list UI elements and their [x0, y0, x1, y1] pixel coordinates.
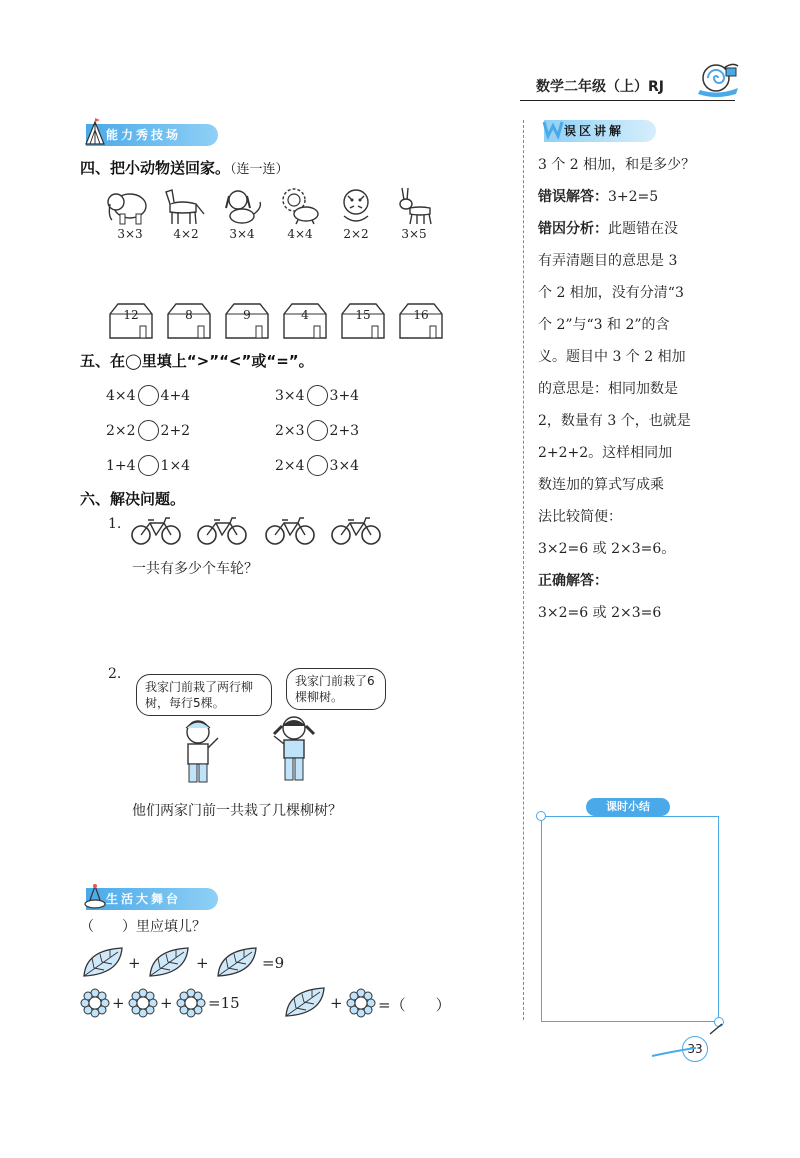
- house: [338, 300, 388, 340]
- problem-1-question: 一共有多少个车轮？: [132, 561, 258, 577]
- book-title: 数学二年级（上）RJ: [536, 79, 664, 95]
- house: [396, 300, 446, 340]
- donkey-icon: [392, 186, 436, 226]
- house: [222, 300, 272, 340]
- sidebar-line: 的意思是：相同加数是: [538, 381, 678, 397]
- house: [280, 300, 330, 340]
- equation-result: =9: [262, 954, 285, 972]
- horse-icon: [162, 186, 206, 226]
- bicycle-icon: [264, 516, 316, 546]
- page-number: 33: [682, 1036, 708, 1062]
- problem-2-number: 2.: [108, 666, 122, 682]
- tent-icon: [84, 118, 106, 146]
- sidebar-line: 错因分析：此题错在没: [538, 221, 678, 237]
- sidebar-line: 错误解答：3+2=5: [538, 189, 659, 205]
- w-logo-icon: [542, 114, 564, 142]
- house-number: 4: [301, 308, 309, 322]
- bicycle-icon: [130, 516, 182, 546]
- sidebar-line: 义。题目中 3 个 2 相加: [538, 349, 686, 365]
- answer-circle[interactable]: [307, 385, 328, 406]
- answer-circle[interactable]: [138, 455, 159, 476]
- boy-icon: [174, 716, 224, 786]
- compare-item: 2×4 3×4: [275, 455, 359, 476]
- sidebar-line: 个 2 相加，没有分清“3: [538, 285, 684, 301]
- sidebar-banner: 误区讲解: [544, 120, 656, 142]
- animal-expr: 3×5: [401, 227, 427, 241]
- plus-sign: +: [160, 994, 173, 1012]
- flower-icon: [346, 988, 376, 1018]
- problem-1-number: 1.: [108, 516, 122, 532]
- section-banner-life: 生活大舞台: [86, 888, 218, 910]
- compare-item: 2×3 2+3: [275, 420, 359, 441]
- answer-circle[interactable]: [307, 420, 328, 441]
- leaf-icon: [214, 944, 260, 980]
- flower-icon: [128, 988, 158, 1018]
- leaf-icon: [80, 944, 126, 980]
- house-number: 8: [185, 308, 193, 322]
- question-5-title: 五、在◯里填上“>”“<”或“=”。: [80, 352, 314, 370]
- sidebar-line: 3 个 2 相加，和是多少？: [538, 157, 696, 173]
- tiger-icon: [334, 186, 378, 226]
- speech-bubble-girl: 我家门前栽了6棵柳树。: [286, 668, 386, 710]
- lion-icon: [278, 186, 322, 226]
- answer-circle[interactable]: [138, 420, 159, 441]
- girl-icon: [266, 712, 322, 786]
- flower-icon: [80, 988, 110, 1018]
- life-question: （ ）里应填儿？: [80, 919, 206, 935]
- compare-item: 3×4 3+4: [275, 385, 359, 406]
- animal-expr: 4×2: [173, 227, 199, 241]
- answer-circle[interactable]: [138, 385, 159, 406]
- house: [106, 300, 156, 340]
- stage-icon: [84, 882, 106, 910]
- animal-expr: 3×4: [229, 227, 255, 241]
- sidebar-line: 数连加的算式写成乘: [538, 477, 664, 493]
- snail-logo-icon: [694, 56, 742, 100]
- header-divider: [520, 100, 735, 101]
- sidebar-line: 3×2=6 或 2×3=6: [538, 605, 662, 621]
- equation-result: =15: [208, 994, 240, 1012]
- sidebar-divider: [523, 120, 524, 1020]
- answer-circle[interactable]: [307, 455, 328, 476]
- sidebar-line: 有弄清题目的意思是 3: [538, 253, 678, 269]
- summary-title: 课时小结: [586, 798, 670, 816]
- flower-icon: [176, 988, 206, 1018]
- elephant-icon: [106, 186, 150, 226]
- animal-expr: 4×4: [287, 227, 313, 241]
- house-number: 12: [123, 308, 139, 322]
- section-banner-ability: 能力秀技场: [86, 124, 218, 146]
- sidebar-line: 个 2”与“3 和 2”的含: [538, 317, 670, 333]
- page-swoosh-icon: [650, 1020, 730, 1060]
- plus-sign: +: [128, 954, 141, 972]
- compare-item: 4×4 4+4: [106, 385, 190, 406]
- answer-blank[interactable]: =（ ）: [378, 996, 451, 1014]
- question-6-title: 六、解决问题。: [80, 490, 186, 508]
- problem-2-question: 他们两家门前一共栽了几棵柳树？: [132, 803, 342, 819]
- leaf-icon: [146, 944, 192, 980]
- leaf-icon: [282, 984, 328, 1020]
- sidebar-line: 2+2+2。这样相同加: [538, 445, 673, 461]
- sidebar-explanation: [538, 149, 728, 629]
- bicycle-icon: [196, 516, 248, 546]
- sidebar-line: 正确解答：: [538, 573, 608, 589]
- compare-item: 2×2 2+2: [106, 420, 190, 441]
- question-4-title: 四、把小动物送回家。（连一连）: [80, 159, 289, 177]
- animal-expr: 3×3: [117, 227, 143, 241]
- compare-item: 1+4 1×4: [106, 455, 190, 476]
- speech-bubble-boy: 我家门前栽了两行柳树，每行5棵。: [136, 674, 272, 716]
- bicycle-icon: [330, 516, 382, 546]
- sidebar-line: 2，数量有 3 个，也就是: [538, 413, 691, 429]
- animal-expr: 2×2: [343, 227, 369, 241]
- dog-icon: [220, 186, 264, 226]
- plus-sign: +: [330, 994, 343, 1012]
- sidebar-line: 法比较简便：: [538, 509, 622, 525]
- summary-box[interactable]: [541, 816, 719, 1022]
- plus-sign: +: [112, 994, 125, 1012]
- house-number: 15: [355, 308, 371, 322]
- house-number: 9: [243, 308, 251, 322]
- house: [164, 300, 214, 340]
- plus-sign: +: [196, 954, 209, 972]
- house-number: 16: [413, 308, 429, 322]
- sidebar-line: 3×2=6 或 2×3=6。: [538, 541, 676, 557]
